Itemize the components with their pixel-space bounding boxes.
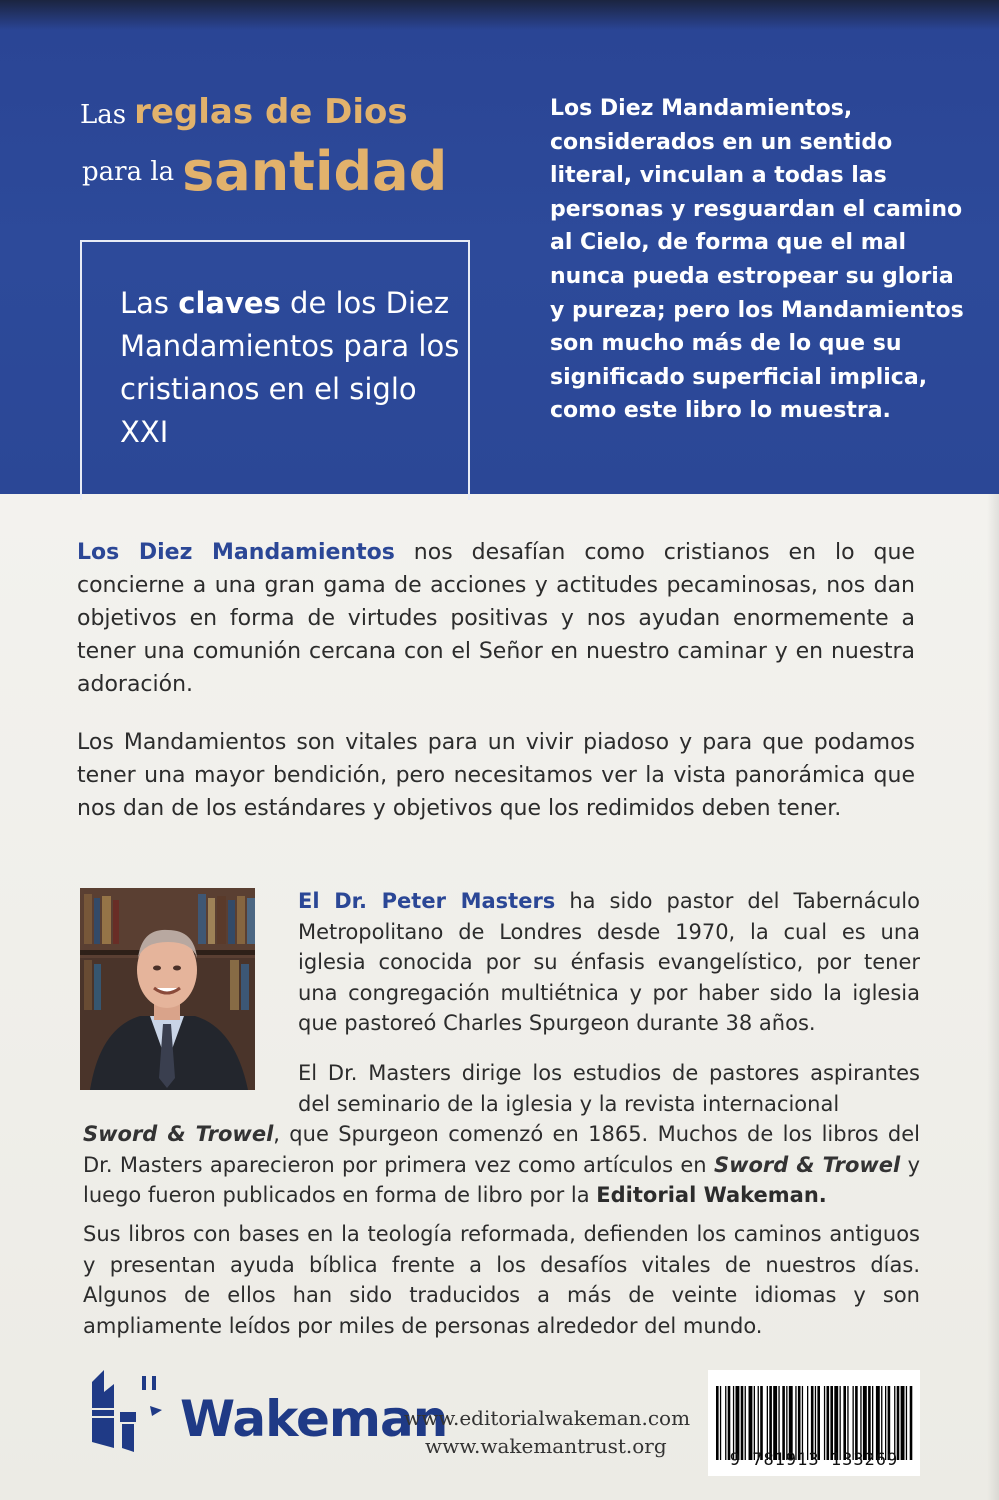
barcode-bar <box>834 1386 838 1460</box>
barcode-bar <box>843 1386 846 1460</box>
key-text-bold: claves <box>178 286 281 320</box>
cover-edge-shadow <box>987 494 999 1500</box>
barcode-bar <box>798 1386 801 1460</box>
barcode-bar <box>760 1386 763 1460</box>
title-prefix-2: para la <box>82 157 175 187</box>
bio2-italic-2: Sword & Trowel <box>713 1152 901 1177</box>
barcode-bar <box>894 1386 895 1460</box>
body-paragraph-2: Los Mandamientos son vitales para un vivir piadoso y para que podamos tener una mayor bendición, pero necesitamos ver la vista panorámica que nos dan de los estándares y objetivos que los redimidos deben tener. <box>77 730 915 821</box>
barcode-bar <box>885 1386 886 1460</box>
barcode-bar <box>888 1386 891 1460</box>
top-blurb: Los Diez Mandamientos, considerados en un sentido literal, vinculan a todas las personas y resguardan el camino al Cielo, de forma que el mal nunca pueda estropear su gloria y pureza; pero los Mandamientos son mucho más de lo que su significado superficial implica, como este libro lo muestra. <box>550 96 964 424</box>
barcode-bar <box>733 1386 734 1460</box>
website-link-1[interactable]: www.editorialwakeman.com <box>404 1406 691 1430</box>
barcode-bar <box>758 1386 759 1460</box>
barcode-bar <box>749 1386 753 1460</box>
title-line-2 <box>82 140 447 203</box>
publisher-brand: Wakeman <box>180 1390 448 1448</box>
barcode-bar <box>716 1386 719 1460</box>
title-line-1 <box>80 92 408 132</box>
barcode-bar <box>802 1386 803 1460</box>
barcode-bar <box>840 1386 841 1460</box>
author-portrait-illustration <box>80 888 255 1090</box>
barcode-bar <box>863 1386 867 1460</box>
barcode-bar <box>906 1386 907 1460</box>
barcode-bar <box>741 1386 744 1460</box>
bio2-text-c: y luego fueron publicados en forma de libro por la <box>83 1152 920 1207</box>
barcode-bar <box>745 1386 746 1460</box>
p1-text: nos desafían como cristianos en lo que concierne a una gran gama de acciones y actitudes pecaminosas, nos dan objetivos en forma de virtudes positivas y nos ayudan enormemente a tener una comunión cercana con el Señor en nuestro caminar y en nuestra adoración. <box>77 540 915 697</box>
title-prefix-1: Las <box>80 100 127 130</box>
barcode-bar <box>807 1386 808 1460</box>
barcode-bar <box>901 1386 905 1460</box>
bio-paragraph-2a: El Dr. Masters dirige los estudios de pastores aspirantes del seminario de la iglesia y la revista internacional <box>298 1061 920 1116</box>
barcode-bar <box>789 1386 793 1460</box>
barcode-bar <box>754 1386 755 1460</box>
barcode-bar <box>830 1386 833 1460</box>
p1-highlight: Los Diez Mandamientos <box>77 540 395 565</box>
isbn-number: 9 781913 133269 <box>729 1450 899 1470</box>
barcode-bar <box>815 1386 816 1460</box>
barcode-bar <box>855 1386 858 1460</box>
barcode-bar <box>736 1386 740 1460</box>
barcode-bar <box>881 1386 882 1460</box>
barcode-bar <box>872 1386 873 1460</box>
bio1-text: ha sido pastor del Tabernáculo Metropolitano de Londres desde 1970, la cual es una iglesia conocida por su énfasis evangelístico, por tener una congregación multiétnica y por haber sido la iglesia que pastoreó Charles Spurgeon durante 38 años. <box>298 889 920 1035</box>
bio2-bold: Editorial Wakeman. <box>596 1183 827 1207</box>
title-gold-2: santidad <box>182 140 448 203</box>
bio-paragraph-1 <box>298 886 920 1039</box>
barcode-bar <box>720 1386 721 1460</box>
barcode-bar <box>853 1386 854 1460</box>
barcode-bar <box>817 1386 820 1460</box>
barcode-bar <box>897 1386 900 1460</box>
barcode-bar <box>769 1386 772 1460</box>
barcode-bar <box>786 1386 787 1460</box>
key-text-post: de los Diez Mandamientos para los cristianos en el siglo XXI <box>120 286 460 449</box>
wakeman-castle-logo-icon <box>90 1362 170 1454</box>
barcode-bar <box>868 1386 871 1460</box>
title-gold-1: reglas de Dios <box>134 92 408 132</box>
barcode-bar <box>782 1386 785 1460</box>
barcode-bar <box>827 1386 830 1460</box>
barcode-bar <box>824 1386 825 1460</box>
bio2-text-b: , que Spurgeon comenzó en 1865. Muchos de los libros del Dr. Masters aparecieron por primera vez como artículos en <box>83 1122 920 1177</box>
barcode-bar <box>767 1386 768 1460</box>
body-paragraph-1 <box>77 536 915 701</box>
key-text-pre: Las <box>120 286 179 320</box>
author-name: El Dr. Peter Masters <box>298 889 556 913</box>
barcode-bar <box>725 1386 726 1460</box>
barcode-bar <box>847 1386 848 1460</box>
author-photo <box>80 888 255 1090</box>
top-shadow <box>0 0 999 30</box>
barcode-bar <box>876 1386 880 1460</box>
bio-paragraph-3: Sus libros con bases en la teología reformada, defienden los caminos antiguos y presentan ayuda bíblica frente a los desafíos vitales de nuestros días. Algunos de ellos han sido traducidos a más de veinte idiomas y son ampliamente leídos por miles de personas alrededor del mundo. <box>83 1222 920 1338</box>
barcode-bar <box>860 1386 861 1460</box>
barcode-bar <box>910 1386 913 1460</box>
bio2-italic-1: Sword & Trowel <box>83 1122 274 1146</box>
key-box-text <box>120 282 460 454</box>
barcode-bar <box>728 1386 731 1460</box>
barcode-bar <box>795 1386 796 1460</box>
bio-paragraph-2b <box>83 1119 920 1211</box>
barcode-bar <box>773 1386 777 1460</box>
barcode-bar <box>811 1386 814 1460</box>
barcode-bar <box>778 1386 779 1460</box>
website-link-2[interactable]: www.wakemantrust.org <box>425 1434 667 1458</box>
